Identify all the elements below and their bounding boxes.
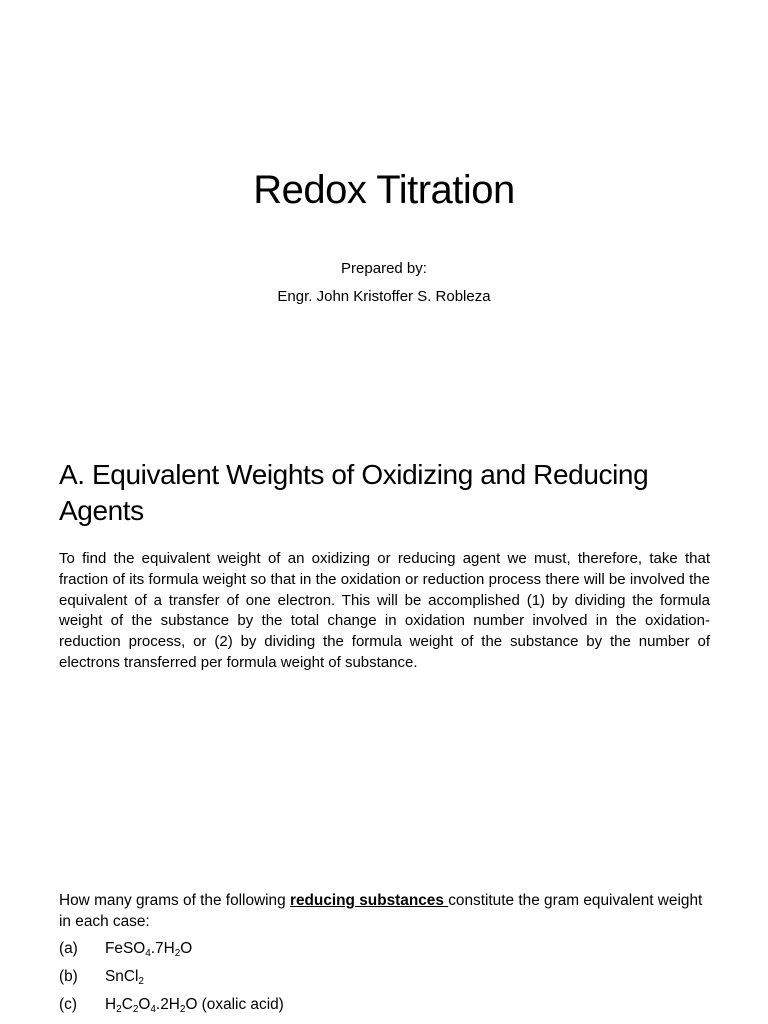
question-text — [59, 891, 710, 932]
prepared-by-label: Prepared by: — [341, 260, 427, 277]
question-intro: How many grams of the following — [59, 892, 290, 909]
item-marker: (c) — [59, 996, 77, 1013]
chemical-formula: SnCl$_2$ — [105, 968, 144, 987]
section-heading: A. Equivalent Weights of Oxidizing and Reducing Agents — [59, 459, 649, 526]
question-emphasis: reducing substances — [289, 892, 449, 909]
question-rest: constitute the gram equivalent weight in each case: — [59, 892, 703, 930]
list-item — [59, 995, 710, 1023]
item-marker: (b) — [59, 968, 78, 985]
body-paragraph: To find the equivalent weight of an oxidizing or reducing agent we must, therefore, take that fraction of its formula weight so that in the oxidation or reduction process there will be involved the equivalent of a transfer of one electron. This will be accomplished (1) by dividing the formula weight of the substance by the total change in oxidation number involved in the oxidation-reduction process, or (2) by dividing the formula weight of the substance by the number of electrons transferred per formula weight of substance. — [59, 550, 710, 671]
author-name: Engr. John Kristoffer S. Robleza — [277, 288, 491, 305]
presentation-title: Redox Titration — [253, 168, 515, 212]
chemical-formula: $FeSO_4.7H_2O$ — [105, 940, 193, 959]
substance-list — [59, 939, 710, 1023]
list-item — [59, 939, 710, 967]
title-slide — [0, 0, 768, 432]
chemical-formula: $H_2C_2O_4.2H_2O$ (oxalic acid) — [105, 996, 284, 1015]
item-marker: (a) — [59, 940, 78, 957]
list-item — [59, 967, 710, 995]
content-slide — [0, 432, 768, 1024]
